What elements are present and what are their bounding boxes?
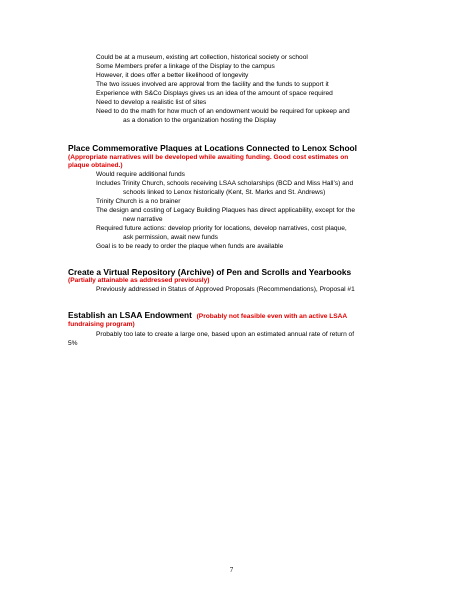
section-plaques-note-2: plaque obtained.) bbox=[68, 162, 123, 169]
section-repository-note: (Partially attainable as addressed previously) bbox=[68, 277, 210, 284]
plaques-item-4: Trinity Church is a no brainer bbox=[96, 198, 181, 205]
intro-line-2: Some Members prefer a linkage of the Display to the campus bbox=[96, 63, 275, 70]
section-endowment-note-inline: (Probably not feasible even with an active LSAA bbox=[196, 313, 348, 320]
plaques-item-9: Goal is to be ready to order the plaque when funds are available bbox=[96, 243, 284, 250]
plaques-item-8: ask permission, await new funds bbox=[123, 234, 218, 241]
section-repository-heading: Create a Virtual Repository (Archive) of Pen and Scrolls and Yearbooks bbox=[68, 267, 352, 277]
repository-item-1: Previously addressed in Status of Approved Proposals (Recommendations), Proposal #1 bbox=[96, 286, 355, 293]
intro-line-3: However, it does offer a better likelihood of longevity bbox=[96, 72, 249, 79]
section-endowment-note-2: fundraising program) bbox=[68, 321, 135, 328]
page-number: 7 bbox=[229, 566, 234, 574]
section-plaques-note-1: (Appropriate narratives will be developed while awaiting funding. Good cost estimates on bbox=[68, 154, 349, 161]
intro-line-8: as a donation to the organization hosting the Display bbox=[123, 117, 277, 124]
plaques-item-2: Includes Trinity Church, schools receiving LSAA scholarships (BCD and Miss Hall’s) and bbox=[96, 180, 354, 187]
section-plaques-heading: Place Commemorative Plaques at Locations Connected to Lenox School bbox=[68, 143, 358, 153]
plaques-item-7: Required future actions: develop priority for locations, develop narratives, cost plaque, bbox=[96, 225, 347, 232]
intro-line-1: Could be at a museum, existing art collection, historical society or school bbox=[96, 54, 308, 61]
plaques-item-5: The design and costing of Legacy Building Plaques has direct applicability, except for the bbox=[96, 207, 356, 214]
plaques-item-3: schools linked to Lenox historically (Kent, St. Marks and St. Andrews) bbox=[123, 189, 326, 196]
plaques-item-6: new narrative bbox=[123, 216, 163, 223]
intro-line-7: Need to do the math for how much of an endowment would be required for upkeep and bbox=[96, 108, 350, 115]
section-endowment-title: Establish an LSAA Endowment bbox=[68, 310, 192, 320]
plaques-item-1: Would require additional funds bbox=[96, 171, 185, 178]
endowment-item-2: 5% bbox=[68, 340, 78, 347]
intro-line-5: Experience with S&Co Displays gives us an idea of the amount of space required bbox=[96, 90, 333, 97]
intro-line-4: The two issues involved are approval from the facility and the funds to support it bbox=[96, 81, 329, 88]
endowment-item-1: Probably too late to create a large one, based upon an estimated annual rate of return of bbox=[96, 331, 355, 338]
intro-line-6: Need to develop a realistic list of sites bbox=[96, 99, 207, 106]
